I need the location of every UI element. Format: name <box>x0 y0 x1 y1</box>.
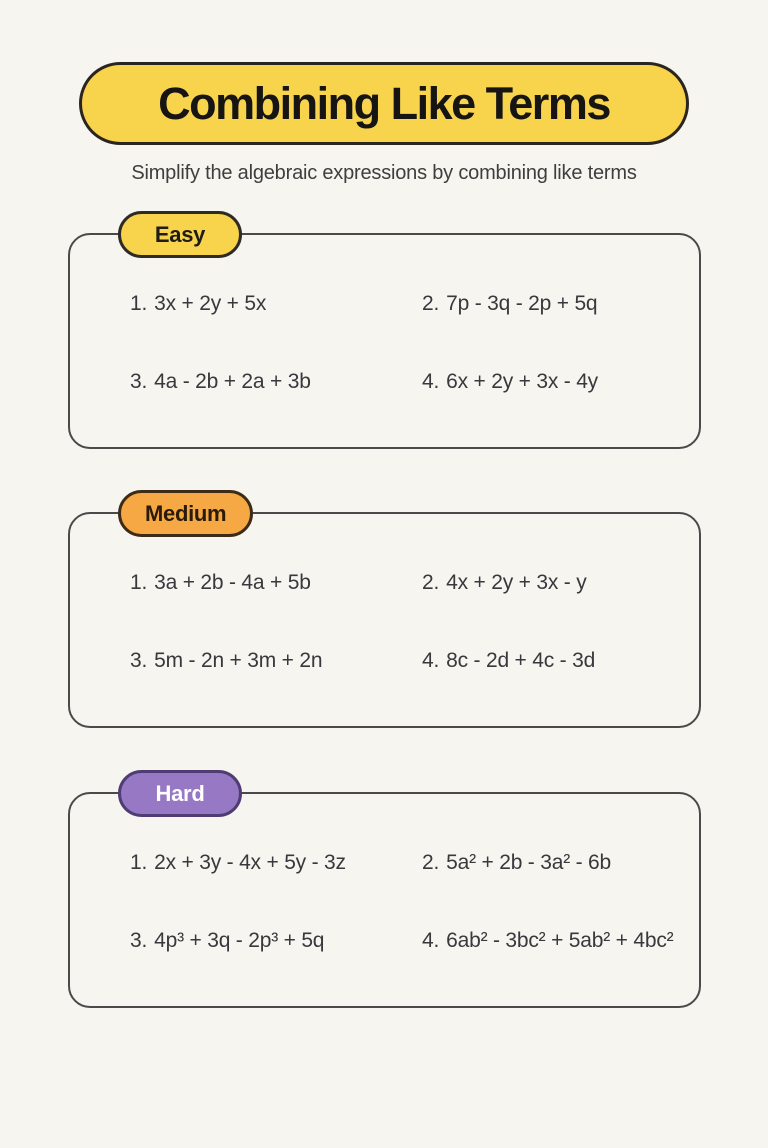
page-title: Combining Like Terms <box>158 77 610 129</box>
problem-number: 4. <box>422 370 440 393</box>
problem-medium-4 <box>422 648 699 674</box>
problem-number: 1. <box>130 292 148 315</box>
badge-label-medium: Medium <box>145 500 227 526</box>
problem-grid-hard <box>70 794 699 954</box>
problem-expression: 6x + 2y + 3x - 4y <box>446 370 598 393</box>
worksheet-page <box>0 62 768 1148</box>
problem-easy-4 <box>422 369 699 395</box>
section-easy <box>68 221 701 449</box>
problem-expression: 7p - 3q - 2p + 5q <box>446 292 598 315</box>
problem-number: 1. <box>130 851 148 874</box>
section-medium <box>68 500 701 728</box>
page-subtitle: Simplify the algebraic expressions by combining like terms <box>131 162 637 184</box>
problem-expression: 3a + 2b - 4a + 5b <box>154 571 311 594</box>
problem-number: 2. <box>422 851 440 874</box>
title-banner <box>79 62 689 145</box>
difficulty-badge-medium <box>118 490 253 537</box>
problem-easy-1 <box>130 291 422 317</box>
badge-label-easy: Easy <box>154 221 206 247</box>
problem-medium-2 <box>422 570 699 596</box>
problem-hard-4 <box>422 928 699 954</box>
problem-number: 3. <box>130 649 148 672</box>
problem-number: 4. <box>422 929 440 952</box>
problem-expression: 4p³ + 3q - 2p³ + 5q <box>154 929 325 952</box>
problem-number: 3. <box>130 370 148 393</box>
problem-medium-1 <box>130 570 422 596</box>
problem-grid-easy <box>70 235 699 395</box>
problem-easy-3 <box>130 369 422 395</box>
difficulty-badge-hard <box>118 770 242 817</box>
problem-hard-1 <box>130 850 422 876</box>
problem-expression: 8c - 2d + 4c - 3d <box>446 649 596 672</box>
problem-easy-2 <box>422 291 699 317</box>
problem-expression: 5m - 2n + 3m + 2n <box>154 649 323 672</box>
problem-expression: 5a² + 2b - 3a² - 6b <box>446 851 612 874</box>
problem-grid-medium <box>70 514 699 674</box>
problem-hard-3 <box>130 928 422 954</box>
problem-expression: 3x + 2y + 5x <box>154 292 267 315</box>
problem-number: 2. <box>422 571 440 594</box>
problem-expression: 4x + 2y + 3x - y <box>446 571 587 594</box>
section-hard <box>68 780 701 1008</box>
problem-number: 2. <box>422 292 440 315</box>
problem-medium-3 <box>130 648 422 674</box>
problem-expression: 2x + 3y - 4x + 5y - 3z <box>154 851 346 874</box>
difficulty-badge-easy <box>118 211 242 258</box>
problem-hard-2 <box>422 850 699 876</box>
problem-number: 1. <box>130 571 148 594</box>
problem-expression: 4a - 2b + 2a + 3b <box>154 370 311 393</box>
badge-label-hard: Hard <box>155 780 205 806</box>
problem-number: 4. <box>422 649 440 672</box>
problem-number: 3. <box>130 929 148 952</box>
problem-expression: 6ab² - 3bc² + 5ab² + 4bc² <box>446 929 674 952</box>
